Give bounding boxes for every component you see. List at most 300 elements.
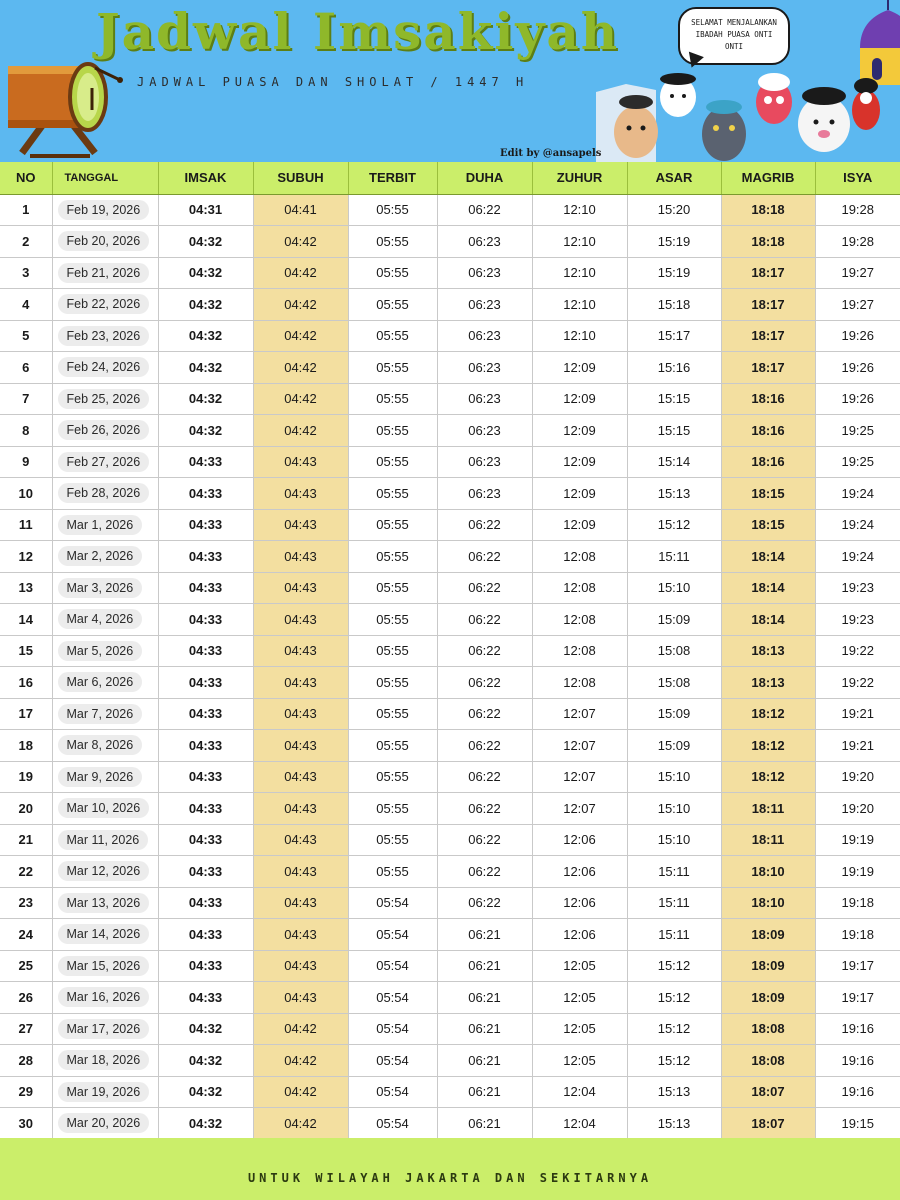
date-pill: Mar 17, 2026 xyxy=(58,1019,150,1039)
cell-subuh: 04:42 xyxy=(253,1045,348,1077)
cell-isya: 19:22 xyxy=(815,635,900,667)
cell-isya: 19:28 xyxy=(815,194,900,226)
column-header-tanggal: TANGGAL xyxy=(52,162,158,194)
cell-isya: 19:19 xyxy=(815,824,900,856)
cell-asar: 15:14 xyxy=(627,446,721,478)
cell-isya: 19:20 xyxy=(815,793,900,825)
cell-subuh: 04:43 xyxy=(253,793,348,825)
date-pill: Mar 20, 2026 xyxy=(58,1113,150,1133)
column-header-terbit: TERBIT xyxy=(348,162,437,194)
cell-tanggal xyxy=(52,194,158,226)
cell-duha: 06:23 xyxy=(437,415,532,447)
cell-tanggal xyxy=(52,383,158,415)
cell-imsak: 04:33 xyxy=(158,667,253,699)
table-row xyxy=(0,1076,900,1108)
cell-asar: 15:12 xyxy=(627,1045,721,1077)
cell-magrib: 18:12 xyxy=(721,730,815,762)
cell-magrib: 18:08 xyxy=(721,1045,815,1077)
cell-magrib: 18:08 xyxy=(721,1013,815,1045)
cell-terbit: 05:54 xyxy=(348,887,437,919)
footer-banner xyxy=(0,1138,900,1200)
cell-no: 30 xyxy=(0,1108,52,1140)
cell-no: 21 xyxy=(0,824,52,856)
cell-isya: 19:16 xyxy=(815,1013,900,1045)
table-row xyxy=(0,415,900,447)
table-row xyxy=(0,478,900,510)
cell-asar: 15:11 xyxy=(627,856,721,888)
cell-zuhur: 12:07 xyxy=(532,761,627,793)
cell-duha: 06:22 xyxy=(437,509,532,541)
cell-magrib: 18:13 xyxy=(721,635,815,667)
cell-duha: 06:23 xyxy=(437,352,532,384)
cell-duha: 06:22 xyxy=(437,541,532,573)
cell-terbit: 05:55 xyxy=(348,698,437,730)
cell-subuh: 04:42 xyxy=(253,352,348,384)
table-header-row xyxy=(0,162,900,194)
table-row xyxy=(0,950,900,982)
cell-isya: 19:22 xyxy=(815,667,900,699)
cell-isya: 19:26 xyxy=(815,383,900,415)
cell-magrib: 18:07 xyxy=(721,1076,815,1108)
cell-isya: 19:28 xyxy=(815,226,900,258)
cell-subuh: 04:43 xyxy=(253,446,348,478)
edit-credit: Edit by @ansapels xyxy=(500,148,602,159)
cell-duha: 06:23 xyxy=(437,289,532,321)
cell-imsak: 04:32 xyxy=(158,1013,253,1045)
cell-terbit: 05:55 xyxy=(348,604,437,636)
table-row xyxy=(0,698,900,730)
cell-subuh: 04:43 xyxy=(253,572,348,604)
cell-terbit: 05:55 xyxy=(348,352,437,384)
cell-duha: 06:23 xyxy=(437,383,532,415)
column-header-duha: DUHA xyxy=(437,162,532,194)
cell-subuh: 04:43 xyxy=(253,698,348,730)
date-pill: Mar 14, 2026 xyxy=(58,924,150,944)
cell-zuhur: 12:09 xyxy=(532,352,627,384)
cell-terbit: 05:55 xyxy=(348,320,437,352)
date-pill: Feb 23, 2026 xyxy=(58,326,150,346)
cell-imsak: 04:33 xyxy=(158,572,253,604)
cell-magrib: 18:11 xyxy=(721,824,815,856)
cell-zuhur: 12:09 xyxy=(532,478,627,510)
cell-asar: 15:11 xyxy=(627,919,721,951)
cell-duha: 06:22 xyxy=(437,887,532,919)
column-header-zuhur: ZUHUR xyxy=(532,162,627,194)
cell-asar: 15:17 xyxy=(627,320,721,352)
cell-isya: 19:24 xyxy=(815,478,900,510)
bedug-drum-icon xyxy=(0,48,130,158)
cell-terbit: 05:54 xyxy=(348,1013,437,1045)
date-pill: Feb 24, 2026 xyxy=(58,357,150,377)
cell-magrib: 18:17 xyxy=(721,352,815,384)
date-pill: Mar 7, 2026 xyxy=(58,704,143,724)
cell-subuh: 04:42 xyxy=(253,1076,348,1108)
cell-duha: 06:21 xyxy=(437,1108,532,1140)
table-row xyxy=(0,982,900,1014)
cell-duha: 06:22 xyxy=(437,194,532,226)
cell-imsak: 04:32 xyxy=(158,1045,253,1077)
date-pill: Mar 9, 2026 xyxy=(58,767,143,787)
table-row xyxy=(0,226,900,258)
cell-isya: 19:18 xyxy=(815,919,900,951)
cell-terbit: 05:54 xyxy=(348,1108,437,1140)
cell-magrib: 18:12 xyxy=(721,698,815,730)
cell-subuh: 04:42 xyxy=(253,415,348,447)
cell-magrib: 18:10 xyxy=(721,856,815,888)
cell-asar: 15:12 xyxy=(627,1013,721,1045)
table-row xyxy=(0,1013,900,1045)
cell-subuh: 04:42 xyxy=(253,1108,348,1140)
cell-tanggal xyxy=(52,509,158,541)
table-row xyxy=(0,446,900,478)
cell-no: 12 xyxy=(0,541,52,573)
cell-imsak: 04:33 xyxy=(158,509,253,541)
cell-no: 25 xyxy=(0,950,52,982)
cell-duha: 06:22 xyxy=(437,604,532,636)
cell-asar: 15:12 xyxy=(627,950,721,982)
date-pill: Mar 1, 2026 xyxy=(58,515,143,535)
cell-asar: 15:08 xyxy=(627,667,721,699)
cell-no: 18 xyxy=(0,730,52,762)
cell-tanggal xyxy=(52,320,158,352)
cell-isya: 19:18 xyxy=(815,887,900,919)
cell-subuh: 04:42 xyxy=(253,383,348,415)
cell-duha: 06:21 xyxy=(437,919,532,951)
cell-asar: 15:13 xyxy=(627,1108,721,1140)
table-row xyxy=(0,761,900,793)
cell-isya: 19:21 xyxy=(815,730,900,762)
speech-bubble: SELAMAT MENJALANKAN IBADAH PUASA ONTI ONTI xyxy=(678,7,790,65)
date-pill: Mar 15, 2026 xyxy=(58,956,150,976)
cell-imsak: 04:32 xyxy=(158,226,253,258)
cell-terbit: 05:55 xyxy=(348,730,437,762)
cell-tanggal xyxy=(52,982,158,1014)
cell-tanggal xyxy=(52,1013,158,1045)
cell-zuhur: 12:08 xyxy=(532,635,627,667)
cell-zuhur: 12:09 xyxy=(532,383,627,415)
cell-terbit: 05:55 xyxy=(348,194,437,226)
cell-isya: 19:25 xyxy=(815,415,900,447)
cell-magrib: 18:10 xyxy=(721,887,815,919)
cell-imsak: 04:33 xyxy=(158,730,253,762)
cell-zuhur: 12:05 xyxy=(532,1045,627,1077)
cell-isya: 19:19 xyxy=(815,856,900,888)
column-header-asar: ASAR xyxy=(627,162,721,194)
cell-no: 26 xyxy=(0,982,52,1014)
header-banner xyxy=(0,0,900,162)
cell-subuh: 04:43 xyxy=(253,950,348,982)
cell-tanggal xyxy=(52,352,158,384)
cell-zuhur: 12:08 xyxy=(532,572,627,604)
cell-zuhur: 12:05 xyxy=(532,950,627,982)
date-pill: Mar 3, 2026 xyxy=(58,578,143,598)
cell-magrib: 18:09 xyxy=(721,919,815,951)
cell-tanggal xyxy=(52,698,158,730)
cell-zuhur: 12:09 xyxy=(532,446,627,478)
cell-subuh: 04:43 xyxy=(253,887,348,919)
cell-tanggal xyxy=(52,856,158,888)
page-title: Jadwal Imsakiyah xyxy=(96,2,620,61)
table-row xyxy=(0,352,900,384)
cell-zuhur: 12:08 xyxy=(532,541,627,573)
cell-subuh: 04:42 xyxy=(253,320,348,352)
cell-isya: 19:21 xyxy=(815,698,900,730)
page-subtitle: JADWAL PUASA DAN SHOLAT / 1447 H xyxy=(137,75,529,89)
cell-imsak: 04:33 xyxy=(158,824,253,856)
cell-terbit: 05:55 xyxy=(348,572,437,604)
cell-no: 8 xyxy=(0,415,52,447)
cell-tanggal xyxy=(52,793,158,825)
cell-duha: 06:22 xyxy=(437,667,532,699)
date-pill: Feb 21, 2026 xyxy=(58,263,150,283)
cell-isya: 19:26 xyxy=(815,352,900,384)
cell-imsak: 04:32 xyxy=(158,1076,253,1108)
cell-no: 27 xyxy=(0,1013,52,1045)
cell-asar: 15:19 xyxy=(627,257,721,289)
cell-terbit: 05:54 xyxy=(348,982,437,1014)
cell-magrib: 18:15 xyxy=(721,509,815,541)
cell-isya: 19:24 xyxy=(815,509,900,541)
cell-imsak: 04:33 xyxy=(158,793,253,825)
cell-imsak: 04:32 xyxy=(158,383,253,415)
cell-no: 5 xyxy=(0,320,52,352)
cell-magrib: 18:14 xyxy=(721,604,815,636)
cell-no: 15 xyxy=(0,635,52,667)
cell-terbit: 05:55 xyxy=(348,446,437,478)
cell-tanggal xyxy=(52,635,158,667)
table-row xyxy=(0,1108,900,1140)
cell-magrib: 18:16 xyxy=(721,383,815,415)
cell-no: 9 xyxy=(0,446,52,478)
cell-subuh: 04:43 xyxy=(253,824,348,856)
cell-isya: 19:26 xyxy=(815,320,900,352)
cell-terbit: 05:55 xyxy=(348,478,437,510)
cell-tanggal xyxy=(52,761,158,793)
cell-no: 1 xyxy=(0,194,52,226)
cell-isya: 19:24 xyxy=(815,541,900,573)
cell-isya: 19:16 xyxy=(815,1045,900,1077)
cell-no: 7 xyxy=(0,383,52,415)
cell-tanggal xyxy=(52,730,158,762)
cell-tanggal xyxy=(52,446,158,478)
cell-terbit: 05:54 xyxy=(348,1076,437,1108)
table-row xyxy=(0,604,900,636)
cell-tanggal xyxy=(52,289,158,321)
cell-terbit: 05:55 xyxy=(348,541,437,573)
cell-imsak: 04:33 xyxy=(158,635,253,667)
cell-duha: 06:23 xyxy=(437,478,532,510)
table-row xyxy=(0,635,900,667)
cell-asar: 15:18 xyxy=(627,289,721,321)
cell-duha: 06:22 xyxy=(437,824,532,856)
cell-tanggal xyxy=(52,1108,158,1140)
cell-duha: 06:23 xyxy=(437,320,532,352)
cell-magrib: 18:09 xyxy=(721,982,815,1014)
cell-terbit: 05:55 xyxy=(348,824,437,856)
cell-subuh: 04:42 xyxy=(253,257,348,289)
cell-no: 4 xyxy=(0,289,52,321)
cell-subuh: 04:43 xyxy=(253,856,348,888)
cell-no: 11 xyxy=(0,509,52,541)
cell-no: 29 xyxy=(0,1076,52,1108)
cell-imsak: 04:33 xyxy=(158,950,253,982)
date-pill: Mar 18, 2026 xyxy=(58,1050,150,1070)
cell-asar: 15:12 xyxy=(627,982,721,1014)
cell-asar: 15:16 xyxy=(627,352,721,384)
cell-terbit: 05:55 xyxy=(348,257,437,289)
cell-magrib: 18:18 xyxy=(721,194,815,226)
date-pill: Feb 26, 2026 xyxy=(58,420,150,440)
cell-tanggal xyxy=(52,824,158,856)
column-header-imsak: IMSAK xyxy=(158,162,253,194)
cell-imsak: 04:33 xyxy=(158,982,253,1014)
cell-isya: 19:23 xyxy=(815,572,900,604)
cell-subuh: 04:42 xyxy=(253,289,348,321)
cell-terbit: 05:55 xyxy=(348,667,437,699)
table-row xyxy=(0,887,900,919)
cell-duha: 06:22 xyxy=(437,698,532,730)
cell-magrib: 18:07 xyxy=(721,1108,815,1140)
cell-zuhur: 12:06 xyxy=(532,824,627,856)
cell-duha: 06:23 xyxy=(437,257,532,289)
cell-magrib: 18:15 xyxy=(721,478,815,510)
cell-duha: 06:22 xyxy=(437,730,532,762)
cell-subuh: 04:43 xyxy=(253,635,348,667)
cell-subuh: 04:43 xyxy=(253,478,348,510)
cell-zuhur: 12:05 xyxy=(532,982,627,1014)
table-row xyxy=(0,509,900,541)
cell-isya: 19:25 xyxy=(815,446,900,478)
date-pill: Mar 6, 2026 xyxy=(58,672,143,692)
cell-imsak: 04:32 xyxy=(158,415,253,447)
cell-subuh: 04:43 xyxy=(253,761,348,793)
cell-isya: 19:20 xyxy=(815,761,900,793)
cell-terbit: 05:55 xyxy=(348,509,437,541)
cell-no: 13 xyxy=(0,572,52,604)
cell-duha: 06:21 xyxy=(437,1076,532,1108)
cell-asar: 15:11 xyxy=(627,887,721,919)
cell-tanggal xyxy=(52,919,158,951)
cell-asar: 15:20 xyxy=(627,194,721,226)
table-row xyxy=(0,824,900,856)
cell-zuhur: 12:06 xyxy=(532,919,627,951)
cell-zuhur: 12:04 xyxy=(532,1108,627,1140)
cell-imsak: 04:32 xyxy=(158,257,253,289)
footer-text: UNTUK WILAYAH JAKARTA DAN SEKITARNYA xyxy=(247,1171,653,1185)
cell-imsak: 04:32 xyxy=(158,352,253,384)
cell-isya: 19:15 xyxy=(815,1108,900,1140)
cell-magrib: 18:17 xyxy=(721,289,815,321)
date-pill: Mar 2, 2026 xyxy=(58,546,143,566)
column-header-subuh: SUBUH xyxy=(253,162,348,194)
cell-duha: 06:22 xyxy=(437,572,532,604)
cell-no: 16 xyxy=(0,667,52,699)
cell-terbit: 05:55 xyxy=(348,793,437,825)
cell-zuhur: 12:07 xyxy=(532,698,627,730)
cell-imsak: 04:33 xyxy=(158,856,253,888)
cell-imsak: 04:33 xyxy=(158,887,253,919)
cell-subuh: 04:43 xyxy=(253,541,348,573)
cell-duha: 06:22 xyxy=(437,793,532,825)
cell-asar: 15:09 xyxy=(627,730,721,762)
cell-magrib: 18:12 xyxy=(721,761,815,793)
cell-asar: 15:15 xyxy=(627,415,721,447)
cell-imsak: 04:33 xyxy=(158,446,253,478)
cell-zuhur: 12:06 xyxy=(532,856,627,888)
cell-asar: 15:11 xyxy=(627,541,721,573)
cell-zuhur: 12:07 xyxy=(532,793,627,825)
cell-no: 3 xyxy=(0,257,52,289)
cell-isya: 19:27 xyxy=(815,289,900,321)
cell-duha: 06:21 xyxy=(437,950,532,982)
cell-no: 14 xyxy=(0,604,52,636)
date-pill: Mar 10, 2026 xyxy=(58,798,150,818)
cell-no: 20 xyxy=(0,793,52,825)
cell-tanggal xyxy=(52,887,158,919)
cell-isya: 19:16 xyxy=(815,1076,900,1108)
table-row xyxy=(0,572,900,604)
cell-imsak: 04:33 xyxy=(158,761,253,793)
cell-zuhur: 12:10 xyxy=(532,257,627,289)
cell-duha: 06:21 xyxy=(437,982,532,1014)
cell-magrib: 18:14 xyxy=(721,541,815,573)
date-pill: Feb 22, 2026 xyxy=(58,294,150,314)
cell-tanggal xyxy=(52,604,158,636)
cell-terbit: 05:55 xyxy=(348,856,437,888)
table-row xyxy=(0,383,900,415)
cell-subuh: 04:42 xyxy=(253,1013,348,1045)
cell-terbit: 05:54 xyxy=(348,919,437,951)
cell-duha: 06:21 xyxy=(437,1013,532,1045)
cell-zuhur: 12:10 xyxy=(532,320,627,352)
cell-subuh: 04:43 xyxy=(253,667,348,699)
cell-terbit: 05:55 xyxy=(348,383,437,415)
date-pill: Mar 12, 2026 xyxy=(58,861,150,881)
cell-no: 22 xyxy=(0,856,52,888)
cell-zuhur: 12:10 xyxy=(532,226,627,258)
cartoon-characters-illustration xyxy=(596,62,900,162)
cell-zuhur: 12:08 xyxy=(532,604,627,636)
cell-isya: 19:17 xyxy=(815,950,900,982)
cell-terbit: 05:55 xyxy=(348,761,437,793)
table-row xyxy=(0,257,900,289)
cell-magrib: 18:09 xyxy=(721,950,815,982)
cell-no: 2 xyxy=(0,226,52,258)
cell-subuh: 04:43 xyxy=(253,604,348,636)
cell-duha: 06:22 xyxy=(437,635,532,667)
cell-subuh: 04:43 xyxy=(253,730,348,762)
date-pill: Mar 5, 2026 xyxy=(58,641,143,661)
cell-subuh: 04:43 xyxy=(253,509,348,541)
date-pill: Feb 20, 2026 xyxy=(58,231,150,251)
cell-no: 24 xyxy=(0,919,52,951)
cell-terbit: 05:55 xyxy=(348,415,437,447)
cell-tanggal xyxy=(52,667,158,699)
cell-zuhur: 12:06 xyxy=(532,887,627,919)
cell-no: 19 xyxy=(0,761,52,793)
cell-magrib: 18:13 xyxy=(721,667,815,699)
cell-magrib: 18:11 xyxy=(721,793,815,825)
cell-zuhur: 12:10 xyxy=(532,194,627,226)
cell-asar: 15:09 xyxy=(627,604,721,636)
column-header-isya: ISYA xyxy=(815,162,900,194)
cell-subuh: 04:43 xyxy=(253,919,348,951)
table-row xyxy=(0,194,900,226)
table-row xyxy=(0,856,900,888)
cell-imsak: 04:33 xyxy=(158,604,253,636)
cell-terbit: 05:54 xyxy=(348,950,437,982)
cell-asar: 15:13 xyxy=(627,1076,721,1108)
